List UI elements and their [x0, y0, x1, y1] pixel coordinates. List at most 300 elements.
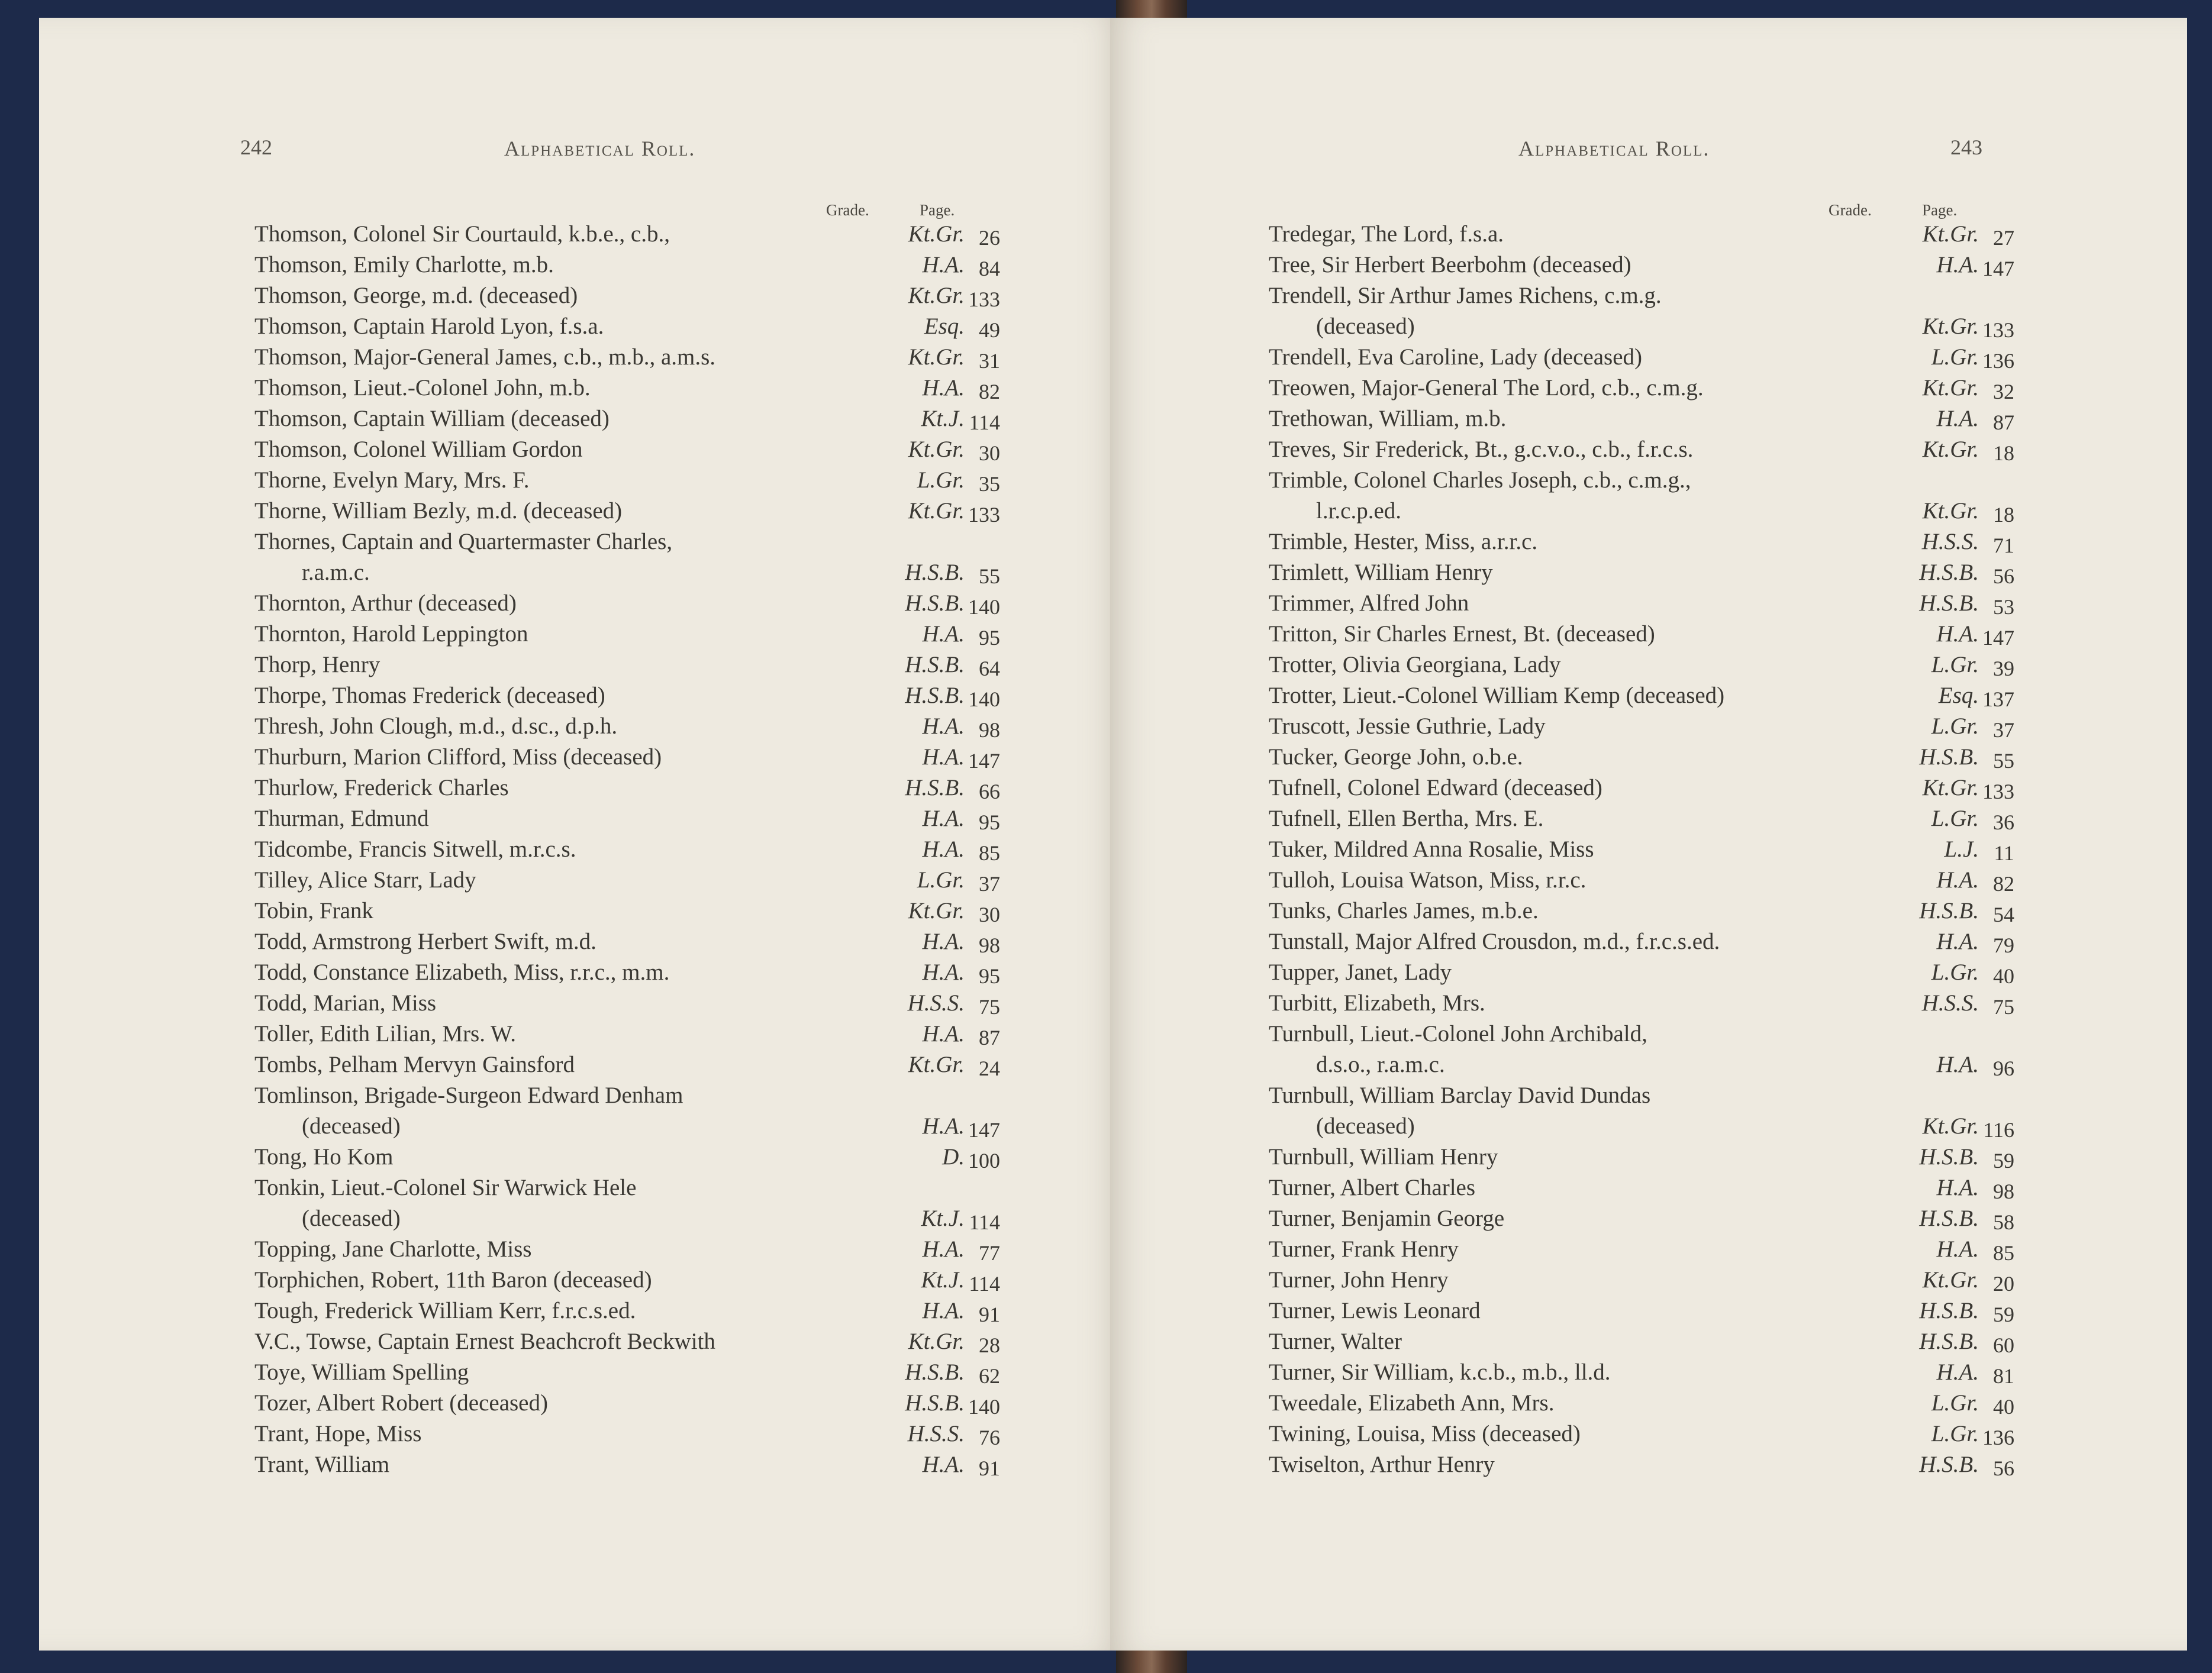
- entry-grade: H.S.B.: [1919, 560, 1979, 585]
- entry-name: Thomson, Captain William (deceased): [254, 406, 610, 431]
- entry-page: 81: [1993, 1364, 2014, 1388]
- roll-entry: [1269, 1296, 2062, 1326]
- entry-grade: Kt.Gr.: [1922, 375, 1979, 401]
- entry-page: 58: [1993, 1210, 2014, 1234]
- entry-grade: H.A.: [922, 1113, 965, 1139]
- roll-entry: [254, 496, 1041, 527]
- entry-name: Turner, Albert Charles: [1269, 1175, 1476, 1200]
- roll-entry: [254, 1142, 1041, 1173]
- entry-name: Turner, Sir William, k.c.b., m.b., ll.d.: [1269, 1359, 1611, 1385]
- entry-grade: H.A.: [1936, 1236, 1979, 1262]
- roll-entry: [1269, 896, 2062, 926]
- roll-entry: [1269, 1142, 2062, 1173]
- entry-page: 26: [979, 226, 1000, 250]
- entry-name: Toller, Edith Lilian, Mrs. W.: [254, 1021, 517, 1047]
- entry-grade: H.A.: [1936, 621, 1979, 647]
- roll-entry: [1269, 803, 2062, 834]
- roll-entry: [254, 1234, 1041, 1265]
- entry-grade: Esq.: [1938, 683, 1979, 708]
- entry-page: 140: [968, 687, 1000, 711]
- entry-grade: Kt.Gr.: [908, 437, 965, 462]
- entry-name: Turner, Lewis Leonard: [1269, 1298, 1481, 1323]
- entry-grade: Kt.Gr.: [1922, 1113, 1979, 1139]
- entry-name: Tulloh, Louisa Watson, Miss, r.r.c.: [1269, 867, 1587, 893]
- roll-entry: [1269, 280, 2062, 311]
- entry-name: Trimmer, Alfred John: [1269, 590, 1469, 616]
- entry-page: 35: [979, 472, 1000, 496]
- entry-grade: Kt.J.: [921, 406, 965, 431]
- entry-name: Tree, Sir Herbert Beerbohm (deceased): [1269, 252, 1631, 277]
- roll-entry: [1269, 742, 2062, 773]
- entry-page: 59: [1993, 1149, 2014, 1173]
- entry-grade: H.A.: [1936, 1175, 1979, 1200]
- roll-entry: [1269, 619, 2062, 650]
- entry-name: Tough, Frederick William Kerr, f.r.c.s.ed.: [254, 1298, 636, 1323]
- entry-grade: H.A.: [922, 1452, 965, 1477]
- entry-name: Tomlinson, Brigade-Surgeon Edward Denham: [254, 1083, 683, 1108]
- entry-grade: L.Gr.: [1931, 1421, 1979, 1446]
- entry-name: Thornton, Arthur (deceased): [254, 590, 517, 616]
- roll-entry: [1269, 1080, 2062, 1111]
- entry-page: 114: [969, 1210, 1000, 1234]
- entry-page: 75: [979, 995, 1000, 1019]
- entry-name: V.C., Towse, Captain Ernest Beachcroft Beckwith: [254, 1329, 715, 1354]
- entry-page: 137: [1982, 687, 2014, 711]
- right-page: [1110, 18, 2187, 1651]
- roll-entry: [254, 1080, 1041, 1111]
- roll-entry: [1269, 1203, 2062, 1234]
- entry-name: Todd, Armstrong Herbert Swift, m.d.: [254, 929, 596, 954]
- entry-page: 82: [1993, 872, 2014, 896]
- roll-entry: [254, 250, 1041, 280]
- roll-entries: [254, 219, 1041, 1480]
- entry-page: 100: [968, 1149, 1000, 1173]
- entry-grade: Kt.Gr.: [1922, 314, 1979, 339]
- roll-entry: [1269, 1173, 2062, 1203]
- entry-page: 40: [1993, 1395, 2014, 1419]
- entry-grade: H.S.B.: [1919, 1329, 1979, 1354]
- entry-page: 98: [1993, 1180, 2014, 1203]
- entry-name: Tufnell, Ellen Bertha, Mrs. E.: [1269, 806, 1544, 831]
- entry-page: 82: [979, 380, 1000, 403]
- entry-page: 147: [1982, 257, 2014, 280]
- entry-grade: H.A.: [1936, 252, 1979, 277]
- entry-grade: H.S.B.: [1919, 1144, 1979, 1170]
- roll-entry: [254, 1049, 1041, 1080]
- entry-grade: Kt.Gr.: [1922, 1267, 1979, 1293]
- entry-name: (deceased): [1316, 314, 1415, 339]
- entry-name: (deceased): [1316, 1113, 1415, 1139]
- entry-page: 53: [1993, 595, 2014, 619]
- entry-grade: D.: [942, 1144, 965, 1170]
- entry-grade: Kt.Gr.: [908, 898, 965, 923]
- entry-grade: H.A.: [1936, 1359, 1979, 1385]
- entry-grade: H.A.: [1936, 929, 1979, 954]
- entry-name: Turnbull, Lieut.-Colonel John Archibald,: [1269, 1021, 1647, 1047]
- entry-grade: L.Gr.: [1931, 806, 1979, 831]
- entry-page: 24: [979, 1057, 1000, 1080]
- entry-name: Truscott, Jessie Guthrie, Lady: [1269, 713, 1546, 739]
- running-head: Alphabetical Roll.: [504, 137, 696, 160]
- roll-entry: [1269, 865, 2062, 896]
- roll-entry: [254, 434, 1041, 465]
- entry-page: 140: [968, 595, 1000, 619]
- roll-entry: [254, 1449, 1041, 1480]
- entry-name: Turner, Benjamin George: [1269, 1206, 1505, 1231]
- entry-grade: H.A.: [922, 929, 965, 954]
- grade-column-header: Grade.: [826, 201, 869, 219]
- entry-name: Topping, Jane Charlotte, Miss: [254, 1236, 532, 1262]
- entry-name: Thurburn, Marion Clifford, Miss (deceased): [254, 744, 662, 770]
- entry-page: 147: [1982, 626, 2014, 650]
- entry-grade: H.A.: [922, 806, 965, 831]
- entry-page: 133: [1982, 318, 2014, 342]
- entry-grade: H.A.: [922, 1021, 965, 1047]
- entry-page: 79: [1993, 934, 2014, 957]
- entry-page: 54: [1993, 903, 2014, 926]
- roll-entry: [1269, 1049, 2062, 1080]
- entry-grade: H.A.: [1936, 406, 1979, 431]
- entry-page: 133: [1982, 780, 2014, 803]
- entry-name: (deceased): [302, 1113, 401, 1139]
- entry-page: 31: [979, 349, 1000, 373]
- entry-name: Trant, Hope, Miss: [254, 1421, 422, 1446]
- entry-grade: H.S.B.: [905, 1390, 965, 1416]
- roll-entry: [254, 1326, 1041, 1357]
- entry-grade: H.S.B.: [1919, 744, 1979, 770]
- roll-entry: [254, 988, 1041, 1019]
- entry-page: 76: [979, 1426, 1000, 1449]
- roll-entry: [1269, 1265, 2062, 1296]
- entry-name: Thorp, Henry: [254, 652, 381, 677]
- entry-name: Thomson, Major-General James, c.b., m.b., a.m.s.: [254, 344, 716, 370]
- entry-grade: L.Gr.: [917, 467, 965, 493]
- roll-entry: [1269, 650, 2062, 680]
- entry-grade: H.S.B.: [905, 683, 965, 708]
- entry-name: Thomson, Colonel William Gordon: [254, 437, 583, 462]
- entry-grade: H.A.: [1936, 1052, 1979, 1077]
- roll-entry: [254, 1419, 1041, 1449]
- entry-page: 85: [979, 841, 1000, 865]
- entry-page: 75: [1993, 995, 2014, 1019]
- roll-entry: [254, 926, 1041, 957]
- entry-page: 28: [979, 1333, 1000, 1357]
- roll-entry: [1269, 496, 2062, 527]
- entry-grade: H.S.S.: [1921, 529, 1979, 554]
- entry-name: Tritton, Sir Charles Ernest, Bt. (deceased): [1269, 621, 1655, 647]
- entry-name: Tong, Ho Kom: [254, 1144, 394, 1170]
- entry-grade: L.Gr.: [917, 867, 965, 893]
- entry-page: 133: [968, 503, 1000, 527]
- entry-page: 95: [979, 626, 1000, 650]
- entry-grade: H.A.: [1936, 867, 1979, 893]
- entry-name: Thomson, Lieut.-Colonel John, m.b.: [254, 375, 591, 401]
- entry-page: 91: [979, 1303, 1000, 1326]
- entry-grade: H.S.B.: [905, 652, 965, 677]
- entry-name: Turbitt, Elizabeth, Mrs.: [1269, 990, 1485, 1016]
- entry-name: Trimlett, William Henry: [1269, 560, 1493, 585]
- entry-name: (deceased): [302, 1206, 401, 1231]
- roll-entry: [254, 1296, 1041, 1326]
- entry-name: Trimble, Hester, Miss, a.r.r.c.: [1269, 529, 1538, 554]
- entry-page: 62: [979, 1364, 1000, 1388]
- entry-name: Thomson, Emily Charlotte, m.b.: [254, 252, 554, 277]
- entry-page: 64: [979, 657, 1000, 680]
- entry-grade: H.S.B.: [905, 560, 965, 585]
- entry-grade: H.A.: [922, 713, 965, 739]
- entry-page: 98: [979, 934, 1000, 957]
- roll-entry: [1269, 988, 2062, 1019]
- roll-entries: [1269, 219, 2062, 1480]
- entry-page: 116: [1983, 1118, 2014, 1142]
- entry-page: 85: [1993, 1241, 2014, 1265]
- entry-page: 30: [979, 903, 1000, 926]
- entry-grade: H.A.: [922, 1298, 965, 1323]
- entry-grade: Kt.J.: [921, 1206, 965, 1231]
- entry-name: Tonkin, Lieut.-Colonel Sir Warwick Hele: [254, 1175, 637, 1200]
- roll-entry: [1269, 773, 2062, 803]
- entry-page: 56: [1993, 1456, 2014, 1480]
- entry-name: Trotter, Olivia Georgiana, Lady: [1269, 652, 1561, 677]
- entry-name: Thornes, Captain and Quartermaster Charles,: [254, 529, 673, 554]
- entry-page: 133: [968, 288, 1000, 311]
- roll-entry: [1269, 373, 2062, 403]
- entry-name: Trendell, Eva Caroline, Lady (deceased): [1269, 344, 1642, 370]
- entry-page: 114: [969, 1272, 1000, 1296]
- roll-entry: [254, 803, 1041, 834]
- entry-grade: Kt.Gr.: [1922, 498, 1979, 524]
- roll-entry: [1269, 557, 2062, 588]
- roll-entry: [254, 773, 1041, 803]
- entry-name: Tucker, George John, o.b.e.: [1269, 744, 1523, 770]
- entry-grade: Esq.: [924, 314, 965, 339]
- entry-name: Thomson, Colonel Sir Courtauld, k.b.e., c.b.,: [254, 221, 670, 247]
- entry-name: Thomson, Captain Harold Lyon, f.s.a.: [254, 314, 604, 339]
- entry-page: 147: [968, 749, 1000, 773]
- entry-name: Toye, William Spelling: [254, 1359, 469, 1385]
- entry-grade: Kt.Gr.: [908, 1329, 965, 1354]
- entry-grade: H.S.B.: [1919, 1298, 1979, 1323]
- entry-page: 55: [1993, 749, 2014, 773]
- grade-column-header: Grade.: [1829, 201, 1872, 219]
- entry-grade: H.A.: [922, 960, 965, 985]
- roll-entry: [254, 834, 1041, 865]
- entry-grade: L.Gr.: [1931, 960, 1979, 985]
- entry-page: 136: [1982, 349, 2014, 373]
- entry-grade: Kt.J.: [921, 1267, 965, 1293]
- roll-entry: [254, 465, 1041, 496]
- roll-entry: [254, 680, 1041, 711]
- entry-name: Tozer, Albert Robert (deceased): [254, 1390, 548, 1416]
- entry-name: Thurman, Edmund: [254, 806, 429, 831]
- entry-page: 60: [1993, 1333, 2014, 1357]
- entry-grade: L.Gr.: [1931, 652, 1979, 677]
- entry-grade: H.S.S.: [907, 1421, 965, 1446]
- roll-entry: [254, 1019, 1041, 1049]
- entry-page: 147: [968, 1118, 1000, 1142]
- entry-name: Tobin, Frank: [254, 898, 373, 923]
- entry-grade: Kt.Gr.: [1922, 221, 1979, 247]
- roll-entry: [254, 1111, 1041, 1142]
- entry-grade: H.A.: [922, 621, 965, 647]
- roll-entry: [1269, 588, 2062, 619]
- entry-grade: H.S.B.: [1919, 898, 1979, 923]
- entry-page: 95: [979, 810, 1000, 834]
- entry-name: Trethowan, William, m.b.: [1269, 406, 1507, 431]
- entry-name: Thomson, George, m.d. (deceased): [254, 283, 578, 308]
- roll-entry: [1269, 957, 2062, 988]
- roll-entry: [1269, 1234, 2062, 1265]
- entry-page: 56: [1993, 564, 2014, 588]
- roll-entry: [254, 311, 1041, 342]
- roll-entry: [1269, 926, 2062, 957]
- entry-page: 18: [1993, 503, 2014, 527]
- entry-grade: Kt.Gr.: [1922, 775, 1979, 800]
- entry-page: 77: [979, 1241, 1000, 1265]
- roll-entry: [1269, 1357, 2062, 1388]
- entry-page: 91: [979, 1456, 1000, 1480]
- entry-grade: Kt.Gr.: [908, 283, 965, 308]
- entry-page: 59: [1993, 1303, 2014, 1326]
- entry-grade: L.Gr.: [1931, 713, 1979, 739]
- roll-entry: [254, 280, 1041, 311]
- entry-name: Tunks, Charles James, m.b.e.: [1269, 898, 1539, 923]
- entry-name: Tilley, Alice Starr, Lady: [254, 867, 476, 893]
- left-page: [39, 18, 1122, 1651]
- roll-entry: [1269, 219, 2062, 250]
- entry-grade: Kt.Gr.: [908, 344, 965, 370]
- roll-entry: [254, 557, 1041, 588]
- entry-grade: H.A.: [922, 1236, 965, 1262]
- entry-name: Trotter, Lieut.-Colonel William Kemp (deceased): [1269, 683, 1725, 708]
- entry-grade: H.S.B.: [1919, 1206, 1979, 1231]
- entry-grade: Kt.Gr.: [1922, 437, 1979, 462]
- entry-name: Trimble, Colonel Charles Joseph, c.b., c.m.g.,: [1269, 467, 1691, 493]
- entry-name: Todd, Constance Elizabeth, Miss, r.r.c., m.m.: [254, 960, 670, 985]
- entry-grade: H.S.B.: [1919, 1452, 1979, 1477]
- entry-name: Thornton, Harold Leppington: [254, 621, 528, 647]
- entry-page: 95: [979, 964, 1000, 988]
- roll-entry: [1269, 1019, 2062, 1049]
- entry-grade: L.Gr.: [1931, 1390, 1979, 1416]
- roll-entry: [254, 527, 1041, 557]
- entry-page: 114: [969, 411, 1000, 434]
- roll-entry: [254, 1203, 1041, 1234]
- roll-entry: [254, 1265, 1041, 1296]
- entry-page: 32: [1993, 380, 2014, 403]
- entry-page: 87: [979, 1026, 1000, 1049]
- entry-name: Trendell, Sir Arthur James Richens, c.m.g.: [1269, 283, 1662, 308]
- entry-grade: H.A.: [922, 375, 965, 401]
- entry-page: 37: [979, 872, 1000, 896]
- entry-name: Turner, John Henry: [1269, 1267, 1449, 1293]
- entry-grade: H.A.: [922, 836, 965, 862]
- entry-page: 37: [1993, 718, 2014, 742]
- roll-entry: [254, 711, 1041, 742]
- roll-entry: [254, 219, 1041, 250]
- running-head: Alphabetical Roll.: [1518, 137, 1710, 160]
- roll-entry: [1269, 711, 2062, 742]
- roll-entry: [1269, 434, 2062, 465]
- entry-page: 136: [1982, 1426, 2014, 1449]
- roll-entry: [254, 650, 1041, 680]
- entry-page: 96: [1993, 1057, 2014, 1080]
- entry-grade: H.S.B.: [905, 590, 965, 616]
- roll-entry: [1269, 1419, 2062, 1449]
- entry-grade: Kt.Gr.: [908, 498, 965, 524]
- entry-page: 11: [1994, 841, 2014, 865]
- entry-page: 39: [1993, 657, 2014, 680]
- entry-name: Twining, Louisa, Miss (deceased): [1269, 1421, 1581, 1446]
- entry-grade: H.S.B.: [905, 1359, 965, 1385]
- entry-grade: L.J.: [1944, 836, 1979, 862]
- entry-page: 55: [979, 564, 1000, 588]
- entry-name: Tweedale, Elizabeth Ann, Mrs.: [1269, 1390, 1555, 1416]
- entry-page: 36: [1993, 810, 2014, 834]
- entry-page: 71: [1993, 534, 2014, 557]
- page-column-header: Page.: [920, 201, 955, 219]
- roll-entry: [1269, 465, 2062, 496]
- roll-entry: [254, 373, 1041, 403]
- roll-entry: [254, 403, 1041, 434]
- roll-entry: [1269, 1111, 2062, 1142]
- entry-name: Treves, Sir Frederick, Bt., g.c.v.o., c.b., f.r.c.s.: [1269, 437, 1694, 462]
- entry-name: Trant, William: [254, 1452, 390, 1477]
- entry-name: l.r.c.p.ed.: [1316, 498, 1402, 524]
- entry-name: Tredegar, The Lord, f.s.a.: [1269, 221, 1504, 247]
- entry-grade: H.A.: [922, 744, 965, 770]
- page-column-header: Page.: [1922, 201, 1958, 219]
- roll-entry: [1269, 1388, 2062, 1419]
- roll-entry: [1269, 403, 2062, 434]
- entry-name: Turner, Walter: [1269, 1329, 1402, 1354]
- entry-name: Tufnell, Colonel Edward (deceased): [1269, 775, 1602, 800]
- roll-entry: [1269, 834, 2062, 865]
- entry-page: 30: [979, 441, 1000, 465]
- roll-entry: [1269, 311, 2062, 342]
- roll-entry: [254, 896, 1041, 926]
- entry-grade: H.S.B.: [1919, 590, 1979, 616]
- roll-entry: [254, 865, 1041, 896]
- roll-entry: [1269, 680, 2062, 711]
- entry-page: 20: [1993, 1272, 2014, 1296]
- roll-entry: [254, 1173, 1041, 1203]
- entry-name: Tupper, Janet, Lady: [1269, 960, 1452, 985]
- entry-page: 49: [979, 318, 1000, 342]
- entry-grade: Kt.Gr.: [908, 1052, 965, 1077]
- roll-entry: [254, 342, 1041, 373]
- entry-name: Thorpe, Thomas Frederick (deceased): [254, 683, 605, 708]
- entry-page: 140: [968, 1395, 1000, 1419]
- entry-name: r.a.m.c.: [302, 560, 370, 585]
- entry-name: Turnbull, William Henry: [1269, 1144, 1498, 1170]
- entry-grade: H.A.: [922, 252, 965, 277]
- entry-name: Torphichen, Robert, 11th Baron (deceased): [254, 1267, 652, 1293]
- roll-entry: [254, 619, 1041, 650]
- entry-name: Twiselton, Arthur Henry: [1269, 1452, 1495, 1477]
- entry-grade: H.S.S.: [1921, 990, 1979, 1016]
- entry-grade: H.S.B.: [905, 775, 965, 800]
- roll-entry: [254, 588, 1041, 619]
- entry-grade: L.Gr.: [1931, 344, 1979, 370]
- entry-name: Thresh, John Clough, m.d., d.sc., d.p.h.: [254, 713, 618, 739]
- entry-name: Thorne, William Bezly, m.d. (deceased): [254, 498, 623, 524]
- entry-name: Todd, Marian, Miss: [254, 990, 437, 1016]
- entry-name: Tuker, Mildred Anna Rosalie, Miss: [1269, 836, 1594, 862]
- entry-name: Thorne, Evelyn Mary, Mrs. F.: [254, 467, 530, 493]
- roll-entry: [1269, 250, 2062, 280]
- entry-name: Tombs, Pelham Mervyn Gainsford: [254, 1052, 575, 1077]
